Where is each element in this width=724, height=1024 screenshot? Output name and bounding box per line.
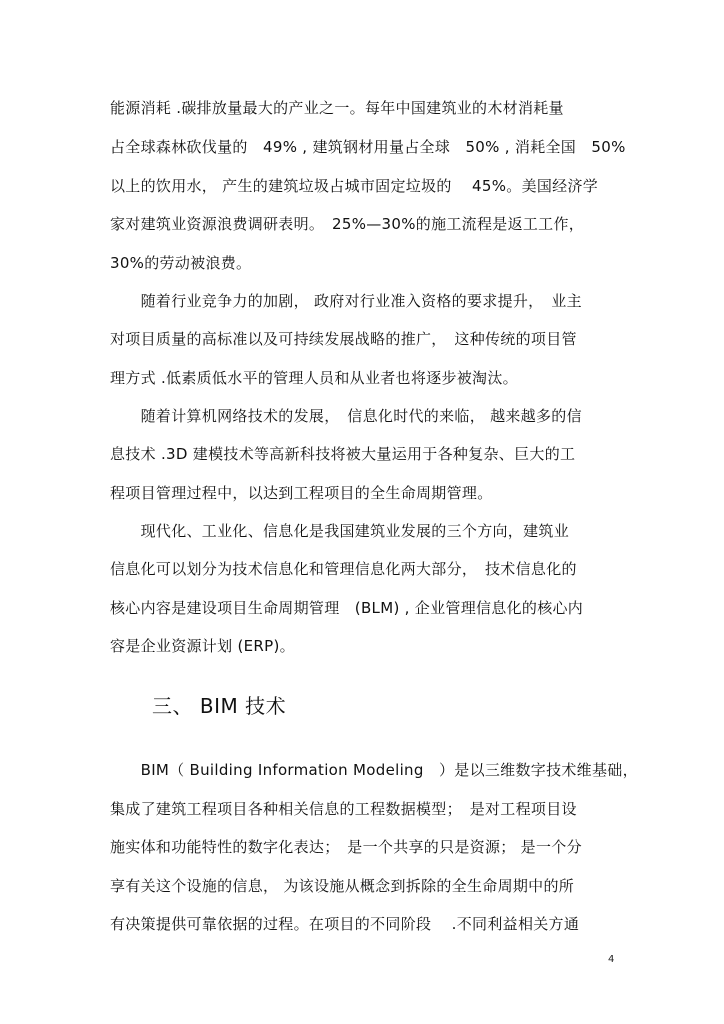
paragraph-line: 程项目管理过程中，以达到工程项目的全生命周期管理。 xyxy=(110,484,493,502)
paragraph-line: 容是企业资源计划 (ERP)。 xyxy=(110,637,295,655)
paragraph-line: BIM（ Building Information Modeling ）是以三维数字技术维基础， xyxy=(110,761,638,779)
paragraph-line: 现代化、工业化、信息化是我国建筑业发展的三个方向，建筑业 xyxy=(110,522,570,540)
page-number: 4 xyxy=(608,954,615,965)
paragraph-line: 理方式 .低素质低水平的管理人员和从业者也将逐步被淘汰。 xyxy=(110,369,518,387)
paragraph-line: 息技术 .3D 建模技术等高新科技将被大量运用于各种复杂、巨大的工 xyxy=(110,445,576,463)
paragraph-line: 核心内容是建设项目生命周期管理 (BLM) , 企业管理信息化的核心内 xyxy=(110,599,584,617)
paragraph-line: 信息化可以划分为技术信息化和管理信息化两大部分， 技术信息化的 xyxy=(110,560,577,578)
paragraph-line: 以上的饮用水， 产生的建筑垃圾占城市固定垃圾的 45%。美国经济学 xyxy=(110,177,599,195)
paragraph-line: 30%的劳动被浪费。 xyxy=(110,254,252,272)
paragraph-line: 施实体和功能特性的数字化表达； 是一个共享的只是资源； 是一个分 xyxy=(110,838,582,856)
paragraph-line: 集成了建筑工程项目各种相关信息的工程数据模型； 是对工程项目设 xyxy=(110,800,577,818)
paragraph-line: 随着计算机网络技术的发展， 信息化时代的来临， 越来越多的信 xyxy=(110,407,582,425)
section-heading: 三、 BIM 技术 xyxy=(152,694,287,718)
paragraph-line: 能源消耗 .碳排放量最大的产业之一。每年中国建筑业的木材消耗量 xyxy=(110,99,564,117)
paragraph-line: 享有关这个设施的信息， 为该设施从概念到拆除的全生命周期中的所 xyxy=(110,877,575,895)
paragraph-line: 对项目质量的高标准以及可持续发展战略的推广， 这种传统的项目管 xyxy=(110,330,577,348)
paragraph-line: 随着行业竞争力的加剧， 政府对行业准入资格的要求提升， 业主 xyxy=(110,292,582,310)
paragraph-line: 占全球森林砍伐量的 49% , 建筑钢材用量占全球 50% , 消耗全国 50% xyxy=(110,138,626,156)
paragraph-line: 有决策提供可靠依据的过程。在项目的不同阶段 .不同利益相关方通 xyxy=(110,915,580,933)
paragraph-line: 家对建筑业资源浪费调研表明。 25%—30%的施工流程是返工工作， xyxy=(110,215,585,233)
